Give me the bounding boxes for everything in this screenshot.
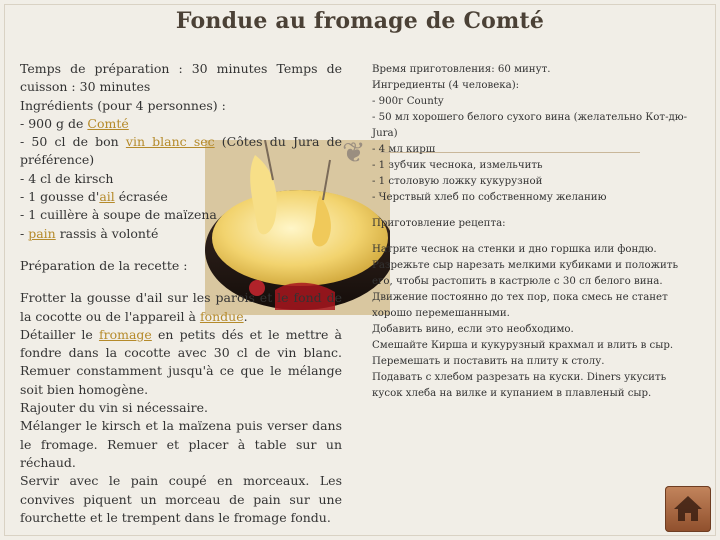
cheese-link[interactable]: fromage <box>98 326 152 342</box>
ingredient-text: (Côtes du Jura de préférence) <box>20 134 343 168</box>
bread-link[interactable]: pain <box>28 225 56 241</box>
step-text: Frotter la gousse d'ail sur les parois et le fond de la cocotte ou de l'appareil à <box>20 290 342 324</box>
ingredient-text: rassis à volonté <box>55 225 159 241</box>
ingredient-text: - 1 gousse d' <box>20 189 100 205</box>
ingredient-garlic <box>20 188 342 206</box>
ingredient-maizena: - 1 cuillère à soupe de maïzena <box>20 207 217 223</box>
russian-recipe <box>372 62 690 402</box>
step-cheese <box>20 326 342 399</box>
ru-ingredients-heading: Ингредиенты (4 человека): <box>372 80 520 91</box>
step-text: Détailler le <box>20 326 99 342</box>
page-title: Fondue au fromage de Comté <box>175 8 545 34</box>
ingredient-text: écrasée <box>114 189 168 205</box>
ingredient-text: - 50 cl de bon <box>20 134 126 150</box>
french-recipe <box>20 60 342 527</box>
ru-ingredient: - 1 зубчик чеснока, измельчить <box>372 160 543 171</box>
ru-step: Добавить вино, если это необходимо. <box>372 324 574 335</box>
ingredient-wine <box>20 133 342 170</box>
ru-ingredient: - Черствый хлеб по собственному желанию <box>372 192 607 203</box>
ru-time: Время приготовления: 60 минут. <box>372 64 551 75</box>
comte-link[interactable]: Comté <box>87 115 129 131</box>
step-kirsch: Mélanger le kirsch et la maïzena puis verser dans le fromage. Remuer et placer à table sur un réchaud. <box>20 418 342 470</box>
ru-step: Разрежьте сыр нарезать мелкими кубиками и положить его, чтобы растопить в кастрюле с 30 сл белого вина. Движение постоянно до тех пор, пока смесь не станет хорошо перемешанными. <box>372 260 679 319</box>
ingredient-kirsch: - 4 cl de kirsch <box>20 170 114 186</box>
ru-step: Натрите чеснок на стенки и дно горшка или фондю. <box>372 244 657 255</box>
fondue-link[interactable]: fondue <box>199 308 244 324</box>
ru-ingredient: - 4 мл кирш <box>372 144 436 155</box>
ingredients-heading: Ingrédients (pour 4 personnes) : <box>20 97 226 113</box>
home-icon <box>665 486 711 532</box>
garlic-link[interactable]: ail <box>99 189 115 205</box>
ingredient-text: - 900 g de <box>20 115 88 131</box>
times-text: Temps de préparation : 30 minutes Temps de cuisson : 30 minutes <box>20 61 342 95</box>
cooking-times <box>20 60 342 97</box>
preparation-heading: Préparation de la recette : <box>20 257 188 273</box>
ru-ingredient: - 900г County <box>372 96 444 107</box>
step-text: en petits dés et le mettre à fondre dans la cocotte avec 30 cl de vin blanc. Remuer constamment jusqu'à ce que le mélange soit bien homogène. <box>20 326 343 397</box>
ingredient-bread: - pain rassis à volonté <box>20 225 159 241</box>
ornament-icon: ❦ <box>342 136 366 169</box>
step-garlic: Frotter la gousse d'ail sur les parois et le fond de la cocotte ou de l'appareil à fondue. <box>20 290 342 324</box>
step-serve: Servir avec le pain coupé en morceaux. Les convives piquent un morceau de pain sur une fourchette et le trempent dans le fromage fondu. <box>20 473 342 525</box>
ingredient-comte <box>20 115 342 133</box>
step-wine: Rajouter du vin si nécessaire. <box>20 400 208 416</box>
home-button[interactable] <box>665 486 711 532</box>
ru-prep-heading: Приготовление рецепта: <box>372 218 506 229</box>
ru-step: Подавать с хлебом разрезать на куски. Diners укусить кусок хлеба на вилке и купанием в плавленый сыр. <box>372 372 667 399</box>
wine-link[interactable]: vin blanc sec <box>125 134 215 150</box>
ru-ingredient: - 50 мл хорошего белого сухого вина (желательно Кот-дю-Jura) <box>372 112 688 139</box>
ru-ingredient: - 1 столовую ложку кукурузной <box>372 176 543 187</box>
ru-step: Смешайте Кирша и кукурузный крахмал и влить в сыр. Перемешать и поставить на плиту к столу. <box>372 340 674 367</box>
